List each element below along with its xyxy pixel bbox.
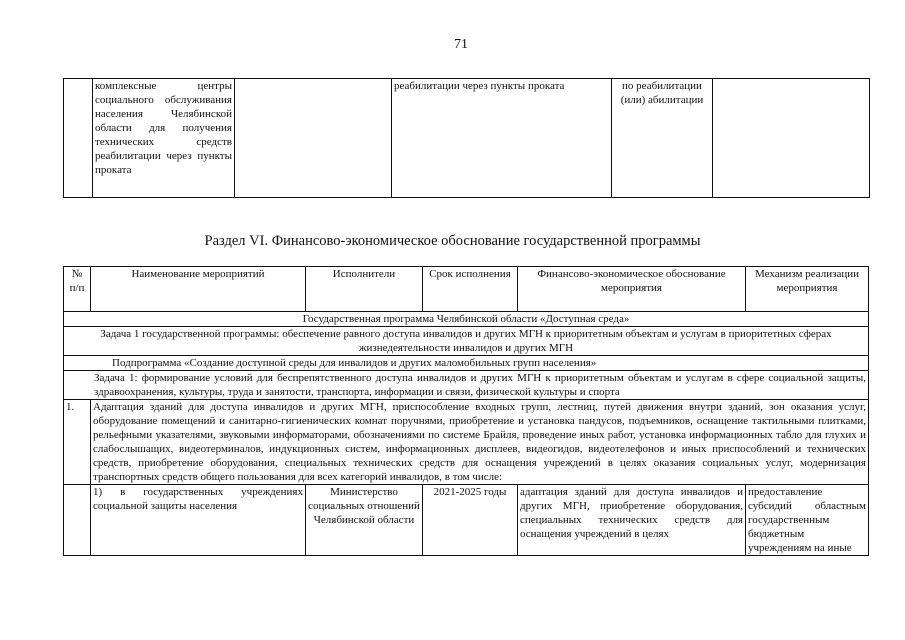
table-row bbox=[64, 312, 869, 327]
program-task-row: Задача 1 государственной программы: обеспечение равного доступа инвалидов и других МГН к приоритетным объектам и услугам в приоритетных сферах жизнедеятельности инвалидов и других МГН bbox=[64, 327, 869, 356]
page-number: 71 bbox=[454, 37, 468, 52]
header-name: Наименование мероприятий bbox=[91, 267, 306, 312]
sub-item-fin: адаптация зданий для доступа инвалидов и других МГН, приобретение оборудования, специальных технических средств для оснащения учреждений в целях bbox=[518, 485, 746, 556]
cell-num bbox=[64, 485, 91, 556]
cell-num bbox=[64, 79, 93, 198]
table-row bbox=[64, 400, 869, 485]
cell-mech: по реабилитации (или) абилитации bbox=[612, 79, 713, 198]
item-number: 1. bbox=[64, 400, 91, 485]
table-row bbox=[64, 485, 869, 556]
financial-justification-table bbox=[63, 266, 869, 556]
header-exec: Исполнители bbox=[306, 267, 423, 312]
header-term: Срок исполнения bbox=[423, 267, 518, 312]
table-row bbox=[64, 371, 869, 400]
sub-item-term: 2021-2025 годы bbox=[423, 485, 518, 556]
section-heading: Раздел VI. Финансово-экономическое обоснование государственной программы bbox=[204, 233, 701, 249]
previous-table-fragment bbox=[63, 78, 870, 198]
program-row: Государственная программа Челябинской области «Доступная среда» bbox=[64, 312, 869, 327]
subprogram-task-row: Задача 1: формирование условий для беспрепятственного доступа инвалидов и других МГН к приоритетным объектам и услугам в сфере социальной защиты, здравоохранения, культуры, труда и занятости, транспорта, информации и связи, физической культуры и спорта bbox=[64, 371, 869, 400]
sub-item-mech: предоставление субсидий областным государственным бюджетным учреждениям на иные bbox=[746, 485, 869, 556]
header-num: № п/п bbox=[64, 267, 91, 312]
cell-term bbox=[235, 79, 392, 198]
cell-extra bbox=[713, 79, 870, 198]
header-fin: Финансово-экономическое обоснование мероприятия bbox=[518, 267, 746, 312]
subprogram-row: Подпрограмма «Создание доступной среды для инвалидов и других маломобильных групп населения» bbox=[64, 356, 869, 371]
sub-item-exec: Министерство социальных отношений Челябинской области bbox=[306, 485, 423, 556]
cell-name: комплексные центры социального обслуживания населения Челябинской области для получения технических средств реабилитации через пункты проката bbox=[93, 79, 235, 198]
sub-item-name: 1) в государственных учреждениях социальной защиты населения bbox=[91, 485, 306, 556]
table-row bbox=[64, 356, 869, 371]
table-row bbox=[64, 79, 870, 198]
header-mech: Механизм реализации мероприятия bbox=[746, 267, 869, 312]
table-row bbox=[64, 327, 869, 356]
cell-fin: реабилитации через пункты проката bbox=[392, 79, 612, 198]
table-header-row bbox=[64, 267, 869, 312]
item-description: Адаптация зданий для доступа инвалидов и других МГН, приспособление входных групп, лестниц, путей движения внутри зданий, зон оказания услуг, оборудование помещений и санитарно-гигиенических комнат поручнями, приобретение и установка пандусов, подъемников, оснащение тактильными плитками, рельефными указателями, звуковыми информаторами, обозначениями по системе Брайля, проведение иных работ, установка информационных табло для глухих и слабослышащих, видеотерминалов, индукционных систем, информационных дисплеев, видеогидов, видеотелефонов и иных приспособлений и технических средств, приобретение оборудования, специальных технических средств для оснащения учреждений в целях оказания социальных услуг, модернизация транспортных средств общего пользования для всех категорий инвалидов, в том числе: bbox=[91, 400, 869, 485]
